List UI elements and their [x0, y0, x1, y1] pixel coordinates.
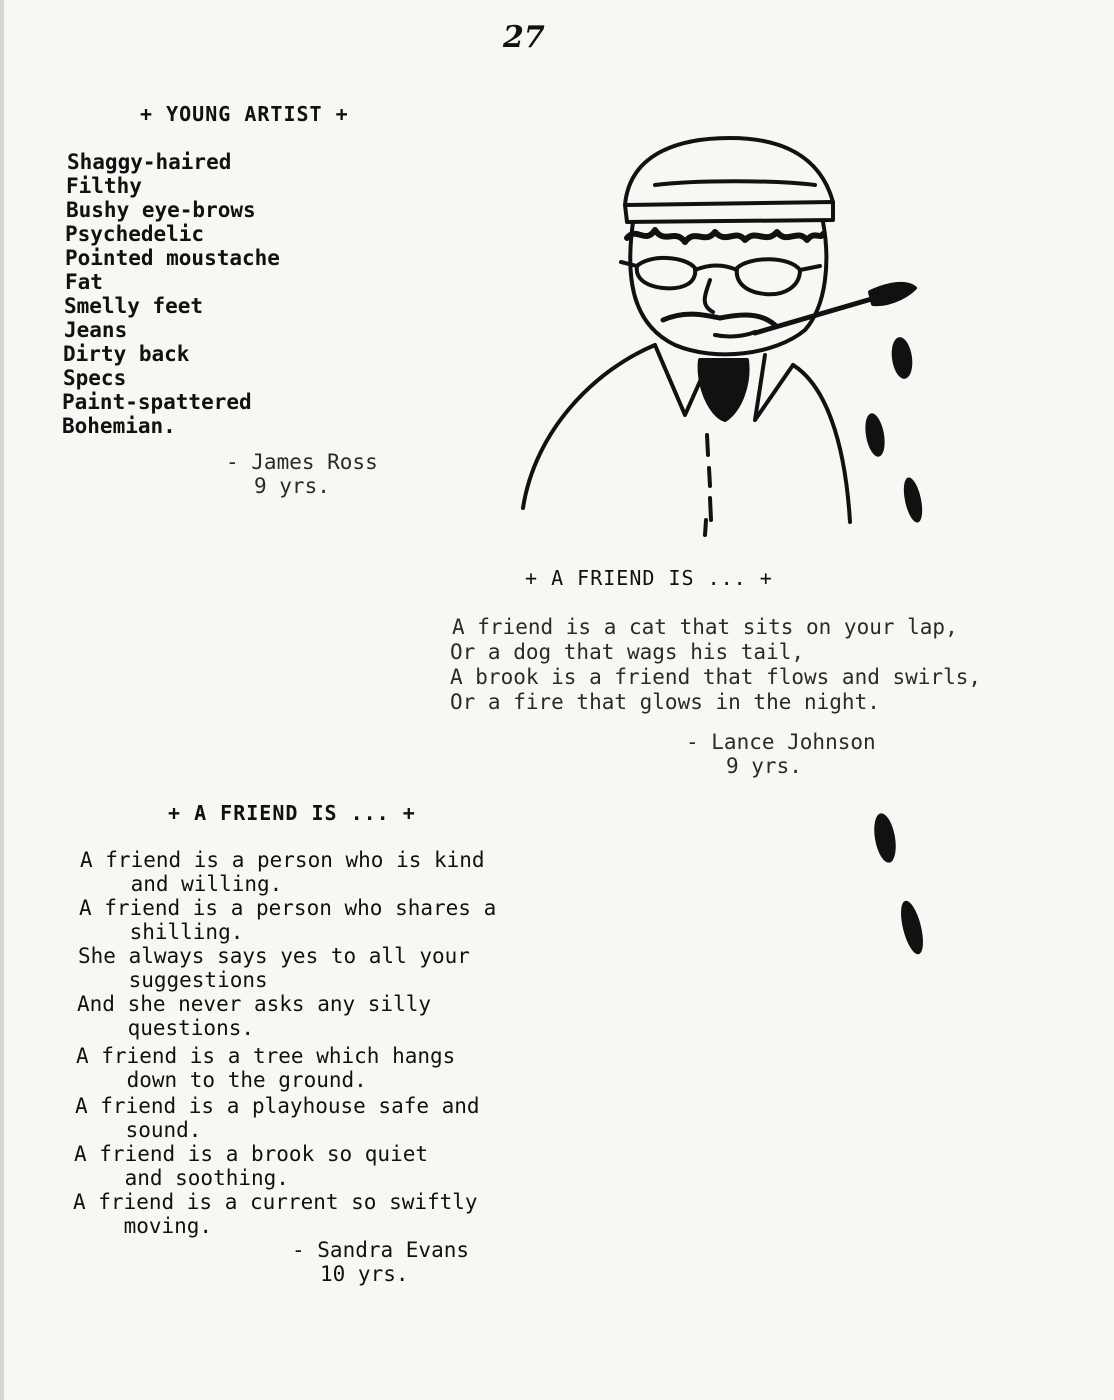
- friend-poem-2-line: She always says yes to all your: [78, 944, 470, 968]
- friend-poem-2-line: A friend is a playhouse safe and: [75, 1094, 480, 1118]
- young-artist-line: Fat: [65, 270, 103, 294]
- friend-poem-2-line: A friend is a tree which hangs: [76, 1044, 456, 1068]
- friend-poem-2-age: 10 yrs.: [320, 1262, 409, 1286]
- friend-poem-2-line: A friend is a current so swiftly: [73, 1190, 478, 1214]
- young-artist-age: 9 yrs.: [254, 474, 330, 498]
- young-artist-line: Dirty back: [63, 342, 190, 366]
- friend-poem-2-title: + A FRIEND IS ... +: [168, 801, 416, 825]
- friend-poem-1-line: A friend is a cat that sits on your lap,: [452, 615, 958, 639]
- young-artist-line: Shaggy-haired: [67, 150, 232, 174]
- friend-poem-1-line: A brook is a friend that flows and swirls,: [450, 665, 982, 689]
- young-artist-line: Specs: [63, 366, 127, 390]
- young-artist-line: Paint-spattered: [62, 390, 252, 414]
- young-artist-line: Pointed moustache: [65, 246, 280, 270]
- young-artist-author: - James Ross: [226, 450, 378, 474]
- friend-poem-2-line: A friend is a person who shares a: [79, 896, 497, 920]
- friend-poem-2-line: and soothing.: [74, 1166, 289, 1190]
- friend-poem-2-line: and willing.: [80, 872, 283, 896]
- friend-poem-2-line: down to the ground.: [76, 1068, 367, 1092]
- artist-drawing: [515, 130, 935, 550]
- young-artist-line: Psychedelic: [65, 222, 205, 246]
- friend-poem-1-line: Or a fire that glows in the night.: [450, 690, 880, 714]
- friend-poem-1-line: Or a dog that wags his tail,: [450, 640, 805, 664]
- young-artist-line: Jeans: [64, 318, 128, 342]
- friend-poem-2-line: shilling.: [79, 920, 244, 944]
- friend-poem-1-age: 9 yrs.: [726, 754, 802, 778]
- friend-poem-2-line: A friend is a person who is kind: [80, 848, 485, 872]
- friend-poem-1-author: - Lance Johnson: [686, 730, 876, 754]
- page-number: 27: [503, 20, 545, 55]
- friend-poem-2-author: - Sandra Evans: [292, 1238, 470, 1262]
- young-artist-line: Bohemian.: [62, 414, 176, 438]
- friend-poem-2-line: suggestions: [78, 968, 268, 992]
- friend-poem-2-line: A friend is a brook so quiet: [74, 1142, 429, 1166]
- young-artist-line: Smelly feet: [64, 294, 204, 318]
- friend-poem-2-line: sound.: [75, 1118, 202, 1142]
- young-artist-line: Filthy: [66, 174, 142, 198]
- friend-poem-1-title: + A FRIEND IS ... +: [525, 566, 773, 590]
- friend-poem-2-line: moving.: [73, 1214, 213, 1238]
- friend-poem-2-line: questions.: [77, 1016, 255, 1040]
- young-artist-line: Bushy eye-brows: [66, 198, 256, 222]
- friend-poem-2-line: And she never asks any silly: [77, 992, 432, 1016]
- young-artist-title: + YOUNG ARTIST +: [140, 102, 349, 126]
